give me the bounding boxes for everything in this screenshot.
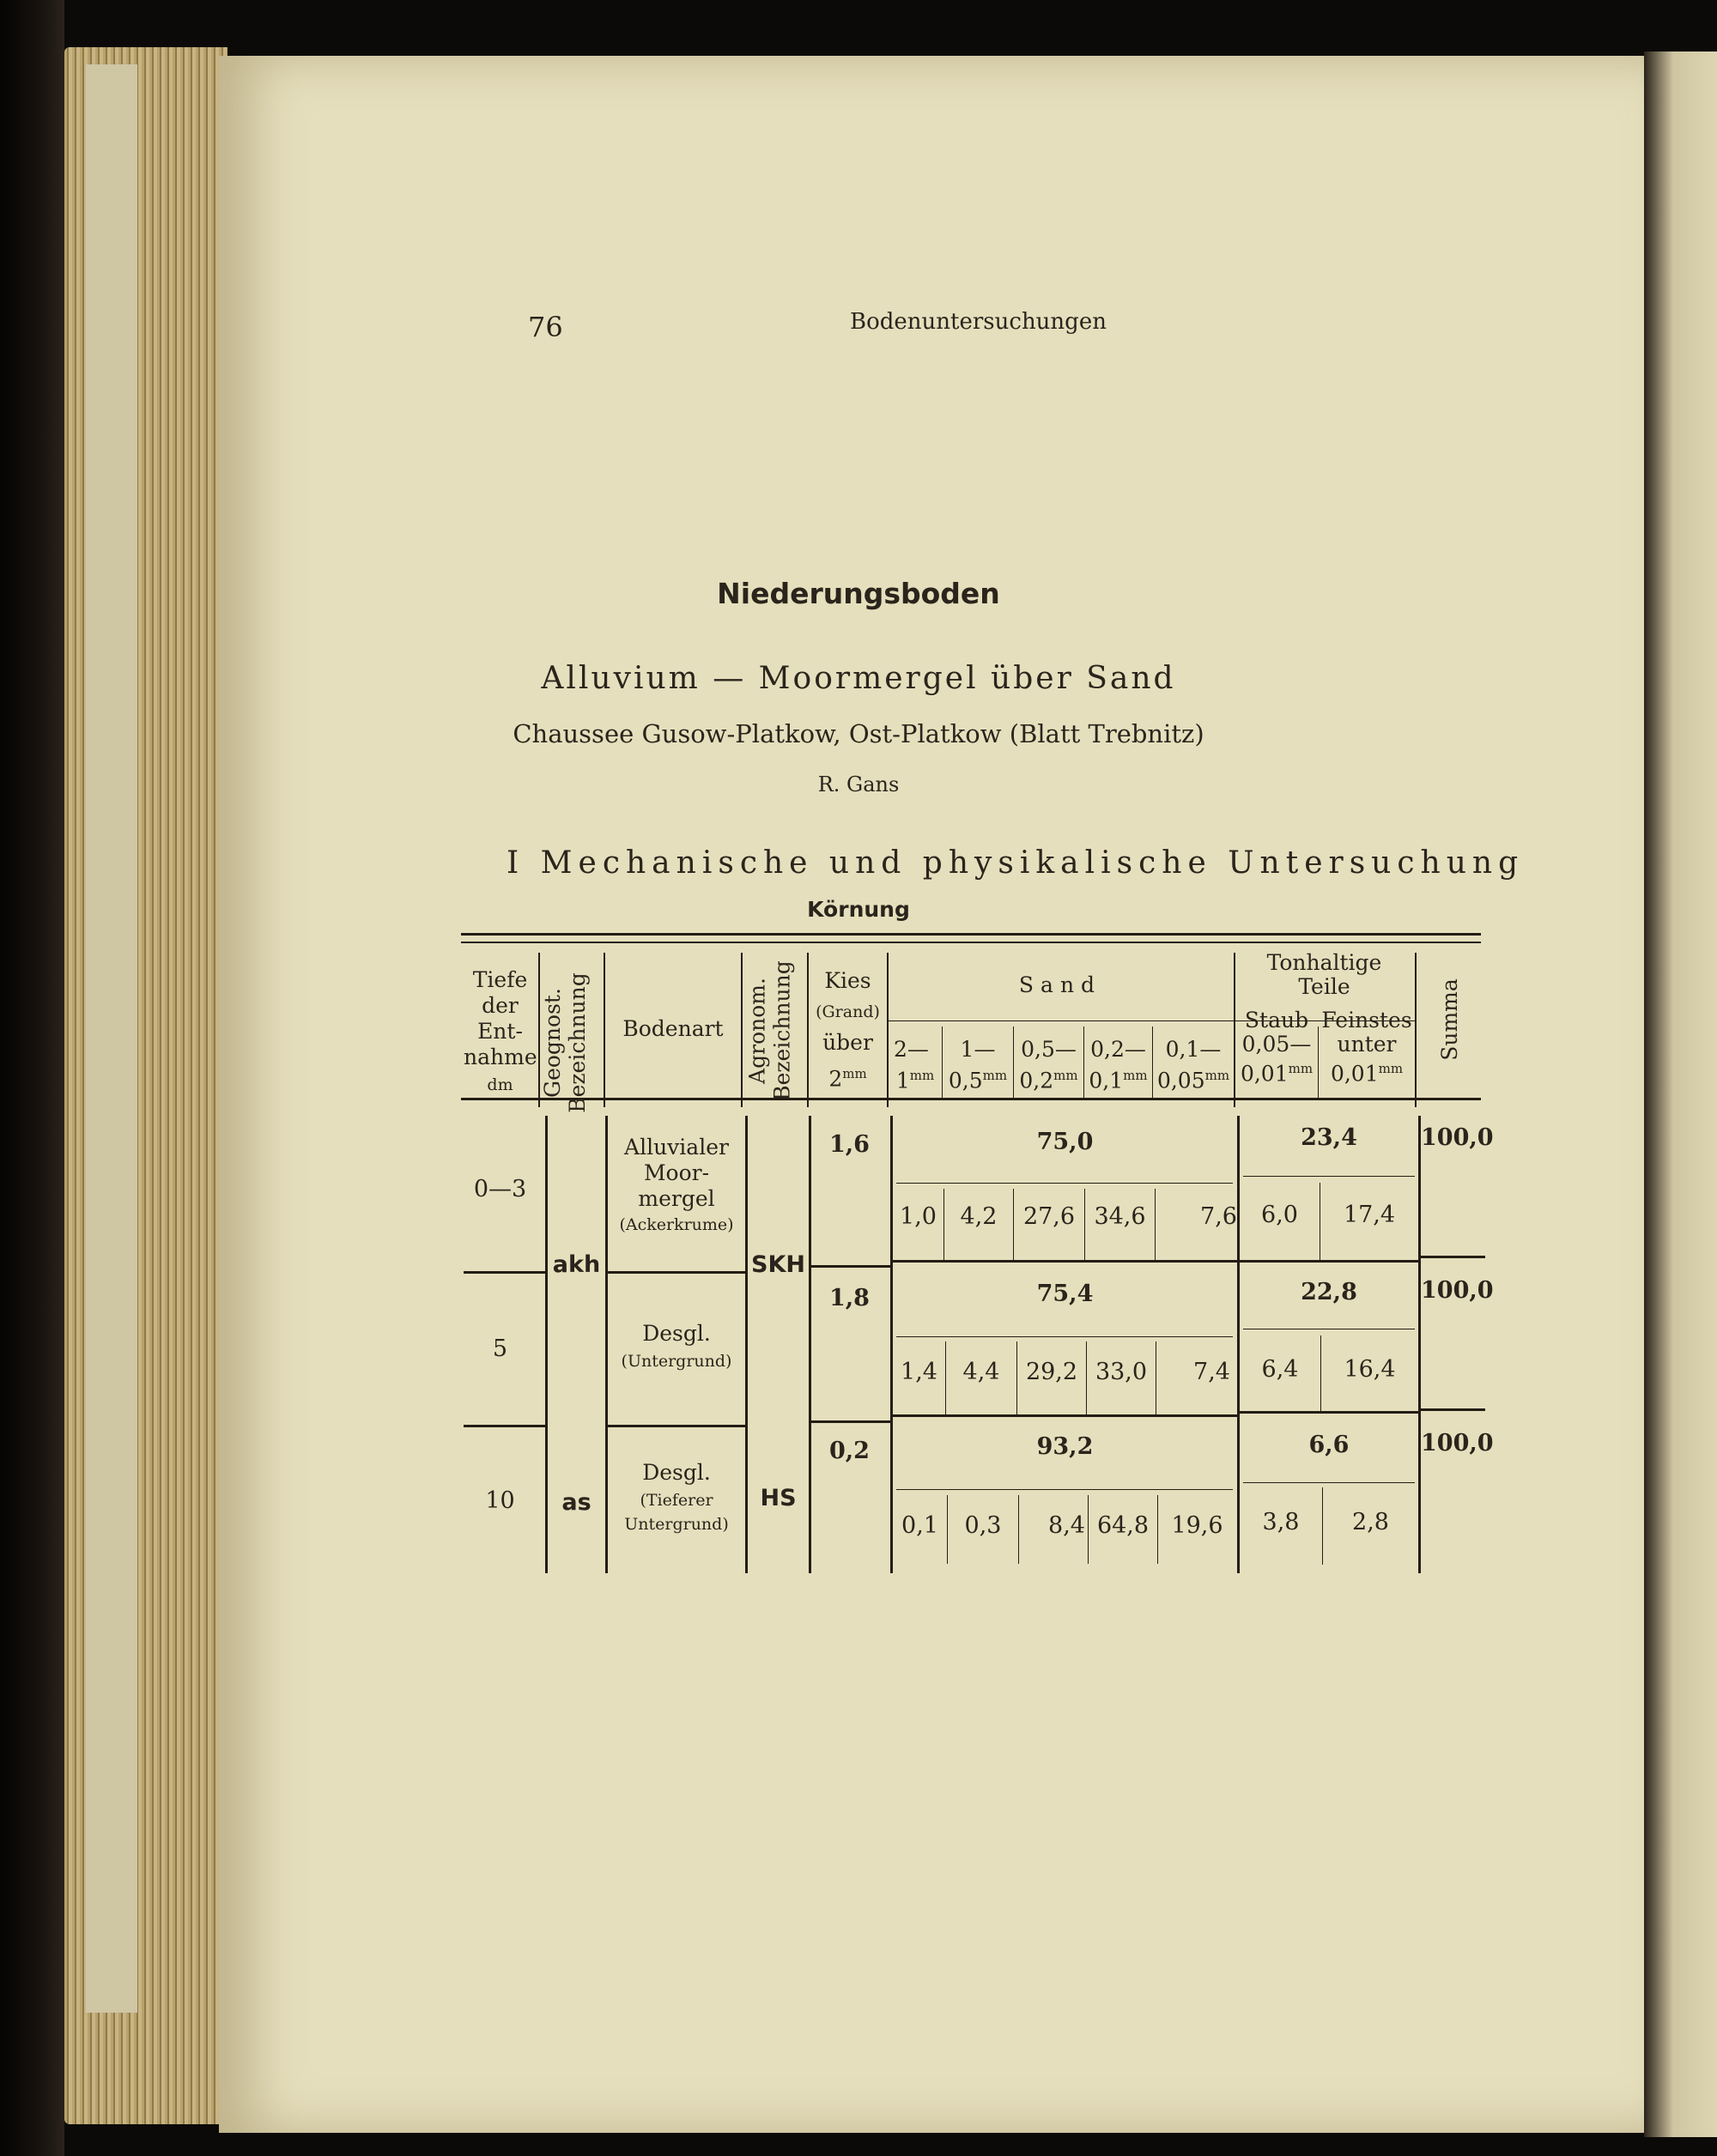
header-kies: Kies (Grand) über $2^{mm}$ — [816, 968, 880, 1092]
header-sand-sub-1: 2— $1^{mm}$ — [894, 1037, 935, 1093]
row1-ton-1: 6,0 — [1261, 1202, 1298, 1228]
row2-ton-1: 6,4 — [1261, 1356, 1299, 1383]
header-bodenart: Bodenart — [622, 1016, 724, 1041]
row2-sand-2: 4,4 — [962, 1359, 1000, 1385]
row2-sand-5: 7,4 — [1193, 1359, 1230, 1385]
row2-ton-total: 22,8 — [1301, 1279, 1357, 1305]
row3-ton-1: 3,8 — [1262, 1509, 1300, 1535]
book-page — [219, 56, 1644, 2133]
row2-sand-4: 33,0 — [1095, 1359, 1148, 1385]
agronom-hs: HS — [760, 1485, 797, 1511]
row1-sand-4: 34,6 — [1094, 1203, 1146, 1230]
page-title: Niederungsboden — [717, 577, 1000, 610]
row2-sand-1: 1,4 — [901, 1359, 937, 1385]
header-tiefe: Tiefe der Ent- nahme dm — [464, 967, 537, 1094]
subtitle: Alluvium — Moormergel über Sand — [541, 661, 1176, 696]
next-page-edge — [1644, 51, 1717, 2137]
row3-sand-total: 93,2 — [1036, 1433, 1094, 1460]
row3-sand-2: 0,3 — [964, 1512, 1002, 1539]
row3-ton-2: 2,8 — [1352, 1509, 1389, 1535]
row2-ton-2: 16,4 — [1344, 1356, 1396, 1383]
header-ton-staub: Staub 0,05— $0,01^{mm}$ — [1240, 1008, 1314, 1087]
header-ton-feinstes: Feinstes unter $0,01^{mm}$ — [1321, 1008, 1412, 1087]
page-number: 76 — [528, 311, 563, 343]
row1-ton-2: 17,4 — [1343, 1202, 1396, 1228]
geognost-as: as — [561, 1489, 592, 1516]
author: R. Gans — [817, 772, 900, 796]
row3-sand-4: 64,8 — [1096, 1512, 1150, 1539]
header-sand-sub-2: 1— $0,5^{mm}$ — [948, 1037, 1008, 1093]
header-agronom: Agronom. Bezeichnung — [744, 960, 795, 1101]
header-sand-sub-4: 0,2— $0,1^{mm}$ — [1089, 1037, 1148, 1093]
row3-bodenart: Desgl. (Tieferer Untergrund) — [624, 1460, 729, 1534]
row1-bodenart: Alluvialer Moor- mergel (Ackerkrume) — [619, 1135, 734, 1234]
row2-summa: 100,0 — [1421, 1277, 1494, 1304]
row1-sand-2: 4,2 — [960, 1203, 998, 1230]
row3-kies: 0,2 — [829, 1438, 870, 1464]
row1-sand-total: 75,0 — [1036, 1129, 1094, 1155]
row1-sand-1: 1,0 — [900, 1203, 937, 1230]
header-ton: Tonhaltige Teile — [1266, 950, 1382, 999]
table-title: Körnung — [807, 897, 910, 922]
row2-sand-3: 29,2 — [1025, 1359, 1078, 1385]
row1-tiefe: 0—3 — [473, 1176, 527, 1202]
row1-ton-total: 23,4 — [1301, 1124, 1357, 1151]
row3-ton-total: 6,6 — [1308, 1432, 1350, 1458]
header-sand-sub-3: 0,5— $0,2^{mm}$ — [1019, 1037, 1078, 1093]
row1-summa: 100,0 — [1421, 1124, 1494, 1151]
row3-sand-3: 8,4 — [1048, 1512, 1085, 1539]
header-summa: Summa — [1437, 978, 1462, 1061]
header-geognost: Geognost. Bezeichnung — [540, 972, 590, 1113]
section-title: I Mechanische und physikalische Untersuchung — [507, 845, 1525, 881]
row1-kies: 1,6 — [829, 1131, 870, 1158]
running-head: Bodenuntersuchungen — [850, 309, 1107, 335]
row2-bodenart: Desgl. (Untergrund) — [621, 1321, 732, 1371]
agronom-skh: SKH — [751, 1251, 805, 1278]
row1-sand-5: 7,6 — [1200, 1203, 1237, 1230]
row3-tiefe: 10 — [485, 1487, 515, 1514]
row3-summa: 100,0 — [1421, 1430, 1494, 1457]
row2-tiefe: 5 — [492, 1335, 508, 1362]
geognost-akh: akh — [552, 1251, 601, 1278]
location: Chaussee Gusow-Platkow, Ost-Platkow (Blatt Trebnitz) — [513, 719, 1204, 748]
header-sand-sub-5: 0,1— $0,05^{mm}$ — [1156, 1037, 1230, 1093]
row3-sand-1: 0,1 — [901, 1512, 938, 1539]
left-leaf — [86, 64, 137, 2013]
header-sand: Sand — [1018, 972, 1102, 997]
row1-sand-3: 27,6 — [1022, 1203, 1076, 1230]
row2-sand-total: 75,4 — [1036, 1281, 1094, 1307]
row3-sand-5: 19,6 — [1171, 1512, 1223, 1539]
book-spine — [0, 0, 64, 2156]
row2-kies: 1,8 — [829, 1285, 870, 1311]
